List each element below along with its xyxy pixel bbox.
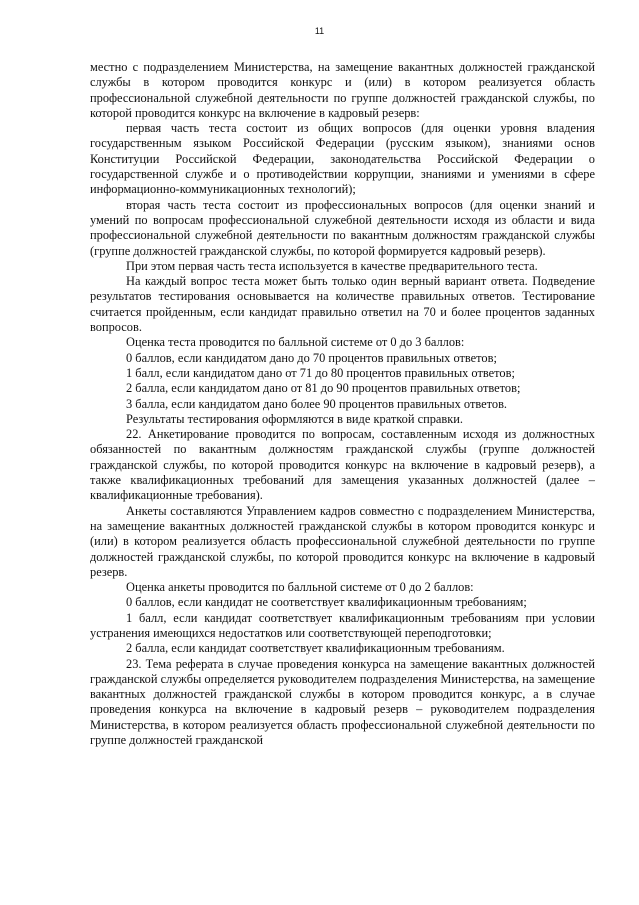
section-23: 23. Тема реферата в случае проведения конкурса на замещение вакантных должностей гражданской службы определяется руководителем подразделения Министерства, на замещение вакантных должностей гражданской службы в котором проводится конкурс, а в случае проведения конкурса на включение в кадровый резерв – руководителем подразделения Министерства, в котором реализуется область профессиональной служебной деятельности по группе должностей гражданской (90, 656, 595, 748)
list-item: 2 балла, если кандидатом дано от 81 до 90 процентов правильных ответов; (126, 381, 521, 396)
list-item: 1 балл, если кандидат соответствует квалификационным требованиям при условии устранения имеющихся недостатков или соответствующей переподготовки; (90, 610, 595, 640)
body-text (90, 60, 595, 748)
page-number: 11 (314, 26, 325, 36)
list-item: 2 балла, если кандидат соответствует квалификационным требованиям. (126, 641, 505, 656)
paragraph: На каждый вопрос теста может быть только один верный вариант ответа. Подведение результатов тестирования основывается на количестве правильных ответов. Тестирование считается пройденным, если кандидат правильно ответил на 70 и более процентов заданных вопросов. (90, 274, 595, 335)
paragraph: Оценка анкеты проводится по балльной системе от 0 до 2 баллов: (126, 580, 474, 595)
paragraph: При этом первая часть теста используется в качестве предварительного теста. (126, 258, 538, 273)
paragraph: Оценка теста проводится по балльной системе от 0 до 3 баллов: (126, 335, 465, 350)
paragraph: первая часть теста состоит из общих вопросов (для оценки уровня владения государственным языком Российской Федерации (русским языком), знаниями основ Конституции Российской Федерации, законодательства Российской Федерации о государственной службе и о противодействии коррупции, знаниями и умениями в сфере информационно-коммуникационных технологий); (90, 121, 595, 197)
section-22: 22. Анкетирование проводится по вопросам, составленным исходя из должностных обязанностей по вакантным должностям гражданской службы (группе должностей гражданской службы, по которой проводится конкурс на включение в кадровый резерв), а также квалификационных требований для замещения указанных должностей (далее – квалификационные требования). (90, 427, 595, 503)
paragraph: Результаты тестирования оформляются в виде краткой справки. (126, 411, 463, 426)
paragraph: вторая часть теста состоит из профессиональных вопросов (для оценки знаний и умений по вопросам профессиональной служебной деятельности исходя из области и вида профессиональной служебной деятельности по вакантным должностям гражданской службы (группе должностей гражданской службы, по которой формируется кадровый резерв). (90, 197, 595, 258)
list-item: 0 баллов, если кандидат не соответствует квалификационным требованиям; (126, 595, 527, 610)
paragraph: Анкеты составляются Управлением кадров совместно с подразделением Министерства, на замещение вакантных должностей гражданской службы в котором проводится конкурс и (или) в котором реализуется область профессиональной служебной деятельности по группе должностей гражданской службы, по которой проводится конкурс на включение в кадровый резерв. (90, 503, 595, 579)
list-item: 3 балла, если кандидатом дано более 90 процентов правильных ответов. (126, 396, 508, 411)
paragraph-continued: местно с подразделением Министерства, на замещение вакантных должностей гражданской службы в котором проводится конкурс и (или) в котором реализуется область профессиональной служебной деятельности по группе должностей гражданской службы, по которой проводится конкурс на включение в кадровый резерв: (90, 60, 595, 120)
list-item: 0 баллов, если кандидатом дано до 70 процентов правильных ответов; (126, 350, 497, 365)
list-item: 1 балл, если кандидатом дано от 71 до 80 процентов правильных ответов; (126, 365, 515, 380)
